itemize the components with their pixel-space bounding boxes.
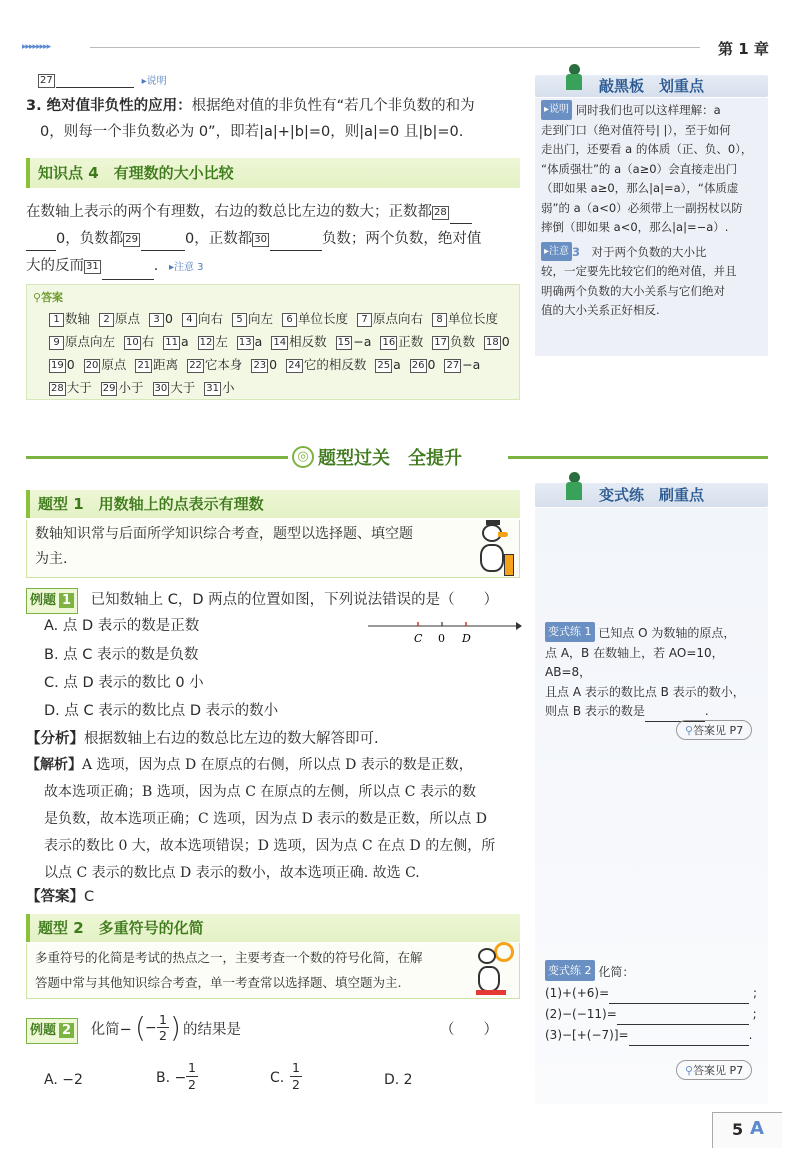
explain-line5: 弱”的 a（a<0）必须带上一副拐杖以防 [541,200,743,215]
answer-item: 3 0 [149,307,173,330]
type2-desc [26,943,520,999]
example1-tag: 例题 1 [26,588,78,614]
tick-label-d: D [462,632,471,645]
answer-item: 27 −a [446,357,481,372]
type1-title: 题型 1 用数轴上的点表示有理数 [26,490,520,518]
chapter-label: 第 1 章 [718,40,769,58]
answer-title: ⚲答案 [33,291,64,304]
variant2-item1: (1)+(+6)= ; [545,983,767,1004]
answer-item: 23 0 [253,357,278,372]
example1-option-b: B. 点 C 表示的数是负数 [44,647,199,663]
item3-line1: 3. 绝对值非负性的应用：根据绝对值的非负性有“若几个非负数的和为 [26,98,475,114]
variant1-line1: 点 A，B 在数轴上，若 AO=10，AB=8， [545,645,724,679]
duck-mascot-1 [470,520,516,578]
example2-tail: 的结果是 [183,1022,241,1038]
answer-item: 12 左 [199,334,228,349]
example2-opt-d: D. 2 [384,1072,413,1088]
variant1-answer-link[interactable]: ⚲答案见 P7 [676,720,752,740]
note-line0: ▸注意 3 对于两个负数的大小比 [541,242,762,263]
variant1-line0: 变式练 1 已知点 O 为数轴的原点， [545,622,767,644]
example1-stem: 例题 1 已知数轴上 C，D 两点的位置如图，下列说法错误的是（ ） [26,588,498,614]
solution-line3: 表示的数比 0 大，故本选项错误；D 选项，因为点 C 在点 D 的左侧，所 [44,838,496,854]
variant1 [545,622,767,722]
sidebar2-title: 变式练 刷重点 [599,486,705,504]
variant2-line0: 变式练 2 化简： [545,960,767,983]
item3-line2: 0，则每一个非负数必为 0”，即若|a|+|b|=0，则|a|=0 且|b|=0. [40,124,464,140]
explain-tag: ▸说明 [541,100,572,120]
answer-item: 13 a [238,334,263,349]
duck-mascot-2 [472,940,518,998]
type1-desc-line2: 为主. [35,551,68,567]
answer-item: 2 原点 [99,307,140,330]
k4-line2: 0，负数都 29 0，正数都 30 负数；两个负数，绝对值 [26,227,518,251]
answer-item: 30 大于 [154,380,196,395]
sidebar1-header [535,72,768,98]
explain-line0: ▸说明 同时我们也可以这样理解：a [541,100,762,121]
answer-box [26,284,520,400]
note-line3: 值的大小关系正好相反. [541,303,660,317]
answer-item: 17 负数 [434,334,475,349]
note3-link[interactable]: ▸注意 3 [168,262,204,273]
explain-line6: 摔倒（即如果 a<0，那么|a|=−a）. [541,220,729,234]
answer-link-icon-2: ⚲ [685,1064,694,1077]
variant2-answer-link[interactable]: ⚲答案见 P7 [676,1060,752,1080]
answer-item: 1 数轴 [49,307,90,330]
example2-stem: 例题 2 化简− [26,1018,520,1058]
example2-fraction: 1 2 [157,1012,169,1043]
answer-item: 21 距离 [137,357,179,372]
example1-answer: 【答案】C [26,889,95,905]
answer-item: 31 小 [206,380,235,395]
page-logo-icon: A [750,1118,764,1139]
paren-open: ( [135,1011,146,1044]
example2-paren: （ ） [440,1022,498,1038]
header-rule [90,47,700,48]
answer-item: 29 小于 [102,380,144,395]
answer-item: 11 a [165,334,189,349]
note-line2: 明确两个负数的大小关系与它们绝对 [541,283,725,298]
answer-item: 26 0 [411,357,436,372]
variant2-item3: (3)−[+(−7)]= . [545,1025,767,1046]
explain-line2: 走出门，还要看 a 的体质（正、负、0）， [541,142,753,156]
answer-item: 20 原点 [85,357,127,372]
answer-item: 19 0 [51,357,75,372]
sidebar1-person-icon [563,64,585,94]
knowledge4-title: 知识点 4 有理数的大小比较 [26,158,520,188]
note-tag: ▸注意 [541,242,572,262]
answer-item: 4 向右 [182,307,223,330]
sidebar1-body [535,98,768,356]
paren-close: ) [170,1011,181,1044]
explain-line3: “体质强壮”的 a（a≥0）会直接走出门 [541,161,738,176]
answer-icon: ⚲ [33,291,42,304]
note-line1: 较，一定要先比较它们的绝对值，并且 [541,264,737,278]
answer-item: 28 大于 [51,380,92,395]
answer-item: 15 −a [337,334,372,349]
section-rule-right [508,456,768,459]
frac-minus: − [145,1020,157,1036]
section-rule-left [26,456,288,459]
answer-item: 22 它本身 [189,357,243,372]
note-link[interactable]: ▸说明 [141,76,167,87]
type2-desc-line2: 答题中常与其他知识综合考查，单一考查常以选择题、填空题为主. [35,975,402,990]
solution-line4: 以点 C 表示的数比点 D 表示的数小，故本选项正确. 故选 C. [44,865,420,881]
page-number-box [712,1112,782,1148]
answer-item: 18 0 [485,334,510,349]
example1-solution [26,752,520,887]
top-blank-line: 27 ▸说明 [40,75,167,87]
section-banner: 题型过关 全提升 [318,448,462,469]
example1-option-a: A. 点 D 表示的数是正数 [44,618,200,634]
answer-item: 16 正数 [382,334,424,349]
type2-desc-line1: 多重符号的化简是考试的热点之一，主要考查一个数的符号化简，在解 [35,950,423,965]
variant1-line2: 且点 A 表示的数比点 B 表示的数小， [545,684,745,699]
k4-line3: 大的反而 31 . ▸注意 3 [26,254,518,280]
answer-item: 9 原点向左 [49,330,115,353]
variant1-tag: 变式练 1 [545,622,595,642]
header-dots: ▸▸▸▸▸▸▸▸ [22,42,51,52]
answer-item: 8 单位长度 [432,307,498,330]
solution-line0: 【解析】A 选项，因为点 D 在原点的右侧，所以点 D 表示的数是正数， [26,757,473,773]
example2-tag: 例题 2 [26,1018,78,1044]
example2-opt-a: A. −2 [44,1072,83,1088]
answer-item: 6 单位长度 [282,307,348,330]
sidebar2-header [535,480,768,508]
answer-item: 5 向左 [232,307,273,330]
number-line-figure [366,614,522,648]
sidebar2-person-icon [563,472,585,504]
example1-analysis: 【分析】根据数轴上右边的数总比左边的数大解答即可. [26,731,379,747]
answer-link-icon: ⚲ [685,724,694,737]
type1-desc [26,520,520,578]
k4-line1: 在数轴上表示的两个有理数，右边的数总比左边的数大；正数都 28 [26,200,518,224]
answer-grid [49,307,519,399]
variant2 [545,960,767,1046]
type1-desc-line1: 数轴知识常与后面所学知识综合考查，题型以选择题、填空题 [35,526,413,542]
section-banner-icon: ◎ [292,446,314,468]
answer-item: 25 a [377,357,401,372]
sidebar1-title: 敲黑板 划重点 [599,77,705,95]
example1-option-c: C. 点 D 表示的数比 0 小 [44,675,204,691]
answer-item: 14 相反数 [273,334,327,349]
tick-label-o: 0 [438,632,445,645]
number-line-arrow [516,622,522,630]
variant2-item2: (2)−(−11)= ; [545,1004,767,1025]
variant1-line3: 则点 B 表示的数是 . [545,702,767,722]
explain-line1: 走到门口（绝对值符号| |），至于如何 [541,122,731,137]
explain-line4: （即如果 a≥0，那么|a|=a），“体质虚 [541,181,739,195]
page-number: 5 [732,1120,744,1139]
solution-line2: 是负数，故本选项正确；C 选项，因为点 D 表示的数是正数，所以点 D [44,811,487,827]
type2-title: 题型 2 多重符号的化简 [26,914,520,942]
answer-item: 24 它的相反数 [288,357,367,372]
variant2-tag: 变式练 2 [545,960,595,981]
example1-option-d: D. 点 C 表示的数比点 D 表示的数小 [44,703,279,719]
answer-item: 7 原点向右 [357,307,423,330]
answer-item: 10 右 [126,334,155,349]
tick-label-c: C [414,632,423,645]
solution-line1: 故本选项正确；B 选项，因为点 C 在原点的左侧，所以点 C 表示的数 [44,784,476,800]
